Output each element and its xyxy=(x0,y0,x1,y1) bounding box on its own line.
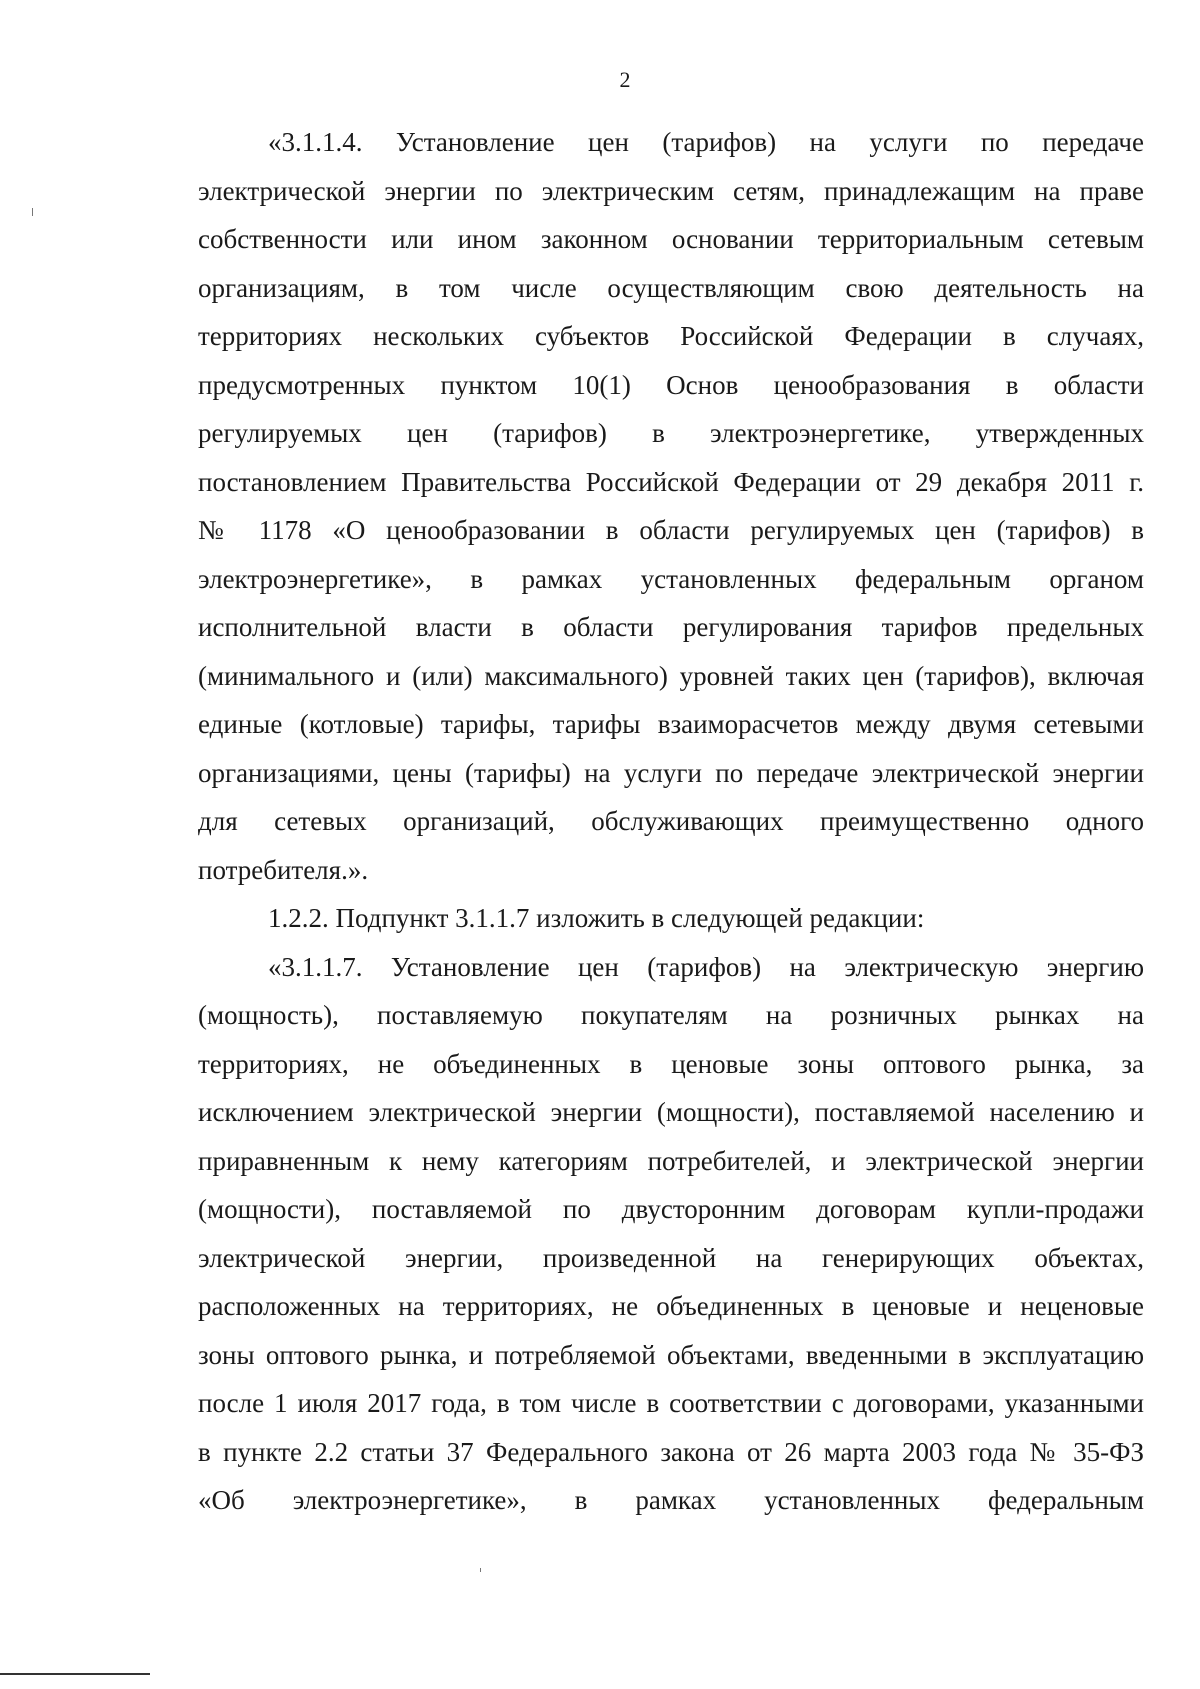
text-line: территориях, не объединенных в ценовые зоны оптового рынка, за xyxy=(198,1048,1144,1079)
text-line: территориях нескольких субъектов Российской Федерации в случаях, xyxy=(198,321,1144,351)
text-line: регулируемых цен (тарифов) в электроэнергетике, утвержденных xyxy=(198,418,1144,448)
text-line: электроэнергетике», в рамках установленных федеральным органом xyxy=(198,563,1144,594)
text-line: 1.2.2. Подпункт 3.1.1.7 изложить в следующей редакции: xyxy=(268,903,925,933)
text-line: расположенных на территориях, не объединенных в ценовые и неценовые xyxy=(198,1291,1144,1321)
text-line: «3.1.1.4. Установление цен (тарифов) на услуги по передаче xyxy=(268,127,1144,157)
page-number: 2 xyxy=(619,67,631,92)
paragraph-3-1-1-7 xyxy=(198,943,1144,1525)
text-line: исключением электрической энергии (мощности), поставляемой населению и xyxy=(198,1097,1144,1127)
text-line: организациями, цены (тарифы) на услуги по передаче электрической энергии xyxy=(198,757,1144,788)
text-line: организациям, в том числе осуществляющим свою деятельность на xyxy=(198,272,1144,303)
text-line: исполнительной власти в области регулирования тарифов предельных xyxy=(198,612,1144,642)
paragraph-1-2-2 xyxy=(198,894,1144,943)
text-line: (минимального и (или) максимального) уровней таких цен (тарифов), включая xyxy=(198,660,1144,691)
text-line: после 1 июля 2017 года, в том числе в соответствии с договорами, указанными xyxy=(198,1388,1144,1418)
paragraph-3-1-1-4 xyxy=(198,118,1144,894)
text-line: для сетевых организаций, обслуживающих преимущественно одного xyxy=(198,806,1144,836)
text-line: зоны оптового рынка, и потребляемой объектами, введенными в эксплуатацию xyxy=(198,1339,1144,1370)
text-line: № 1178 «О ценообразовании в области регулируемых цен (тарифов) в xyxy=(198,515,1144,545)
text-line: потребителя.». xyxy=(198,854,369,885)
text-line: в пункте 2.2 статьи 37 Федерального закона от 26 марта 2003 года № 35-ФЗ xyxy=(198,1436,1144,1467)
document-body xyxy=(198,118,1144,1525)
text-line: (мощность), поставляемую покупателям на розничных рынках на xyxy=(198,1000,1144,1030)
scan-artifact xyxy=(480,1568,481,1572)
text-line: собственности или ином законном основании территориальным сетевым xyxy=(198,224,1144,254)
text-line: (мощности), поставляемой по двусторонним договорам купли-продажи xyxy=(198,1194,1144,1224)
text-line: электрической энергии, произведенной на генерирующих объектах, xyxy=(198,1242,1144,1273)
scan-artifact xyxy=(32,208,33,216)
text-line: «Об электроэнергетике», в рамках установленных федеральным xyxy=(198,1485,1144,1515)
text-line: электрической энергии по электрическим сетям, принадлежащим на праве xyxy=(198,175,1144,206)
text-line: единые (котловые) тарифы, тарифы взаиморасчетов между двумя сетевыми xyxy=(198,709,1144,739)
text-line: «3.1.1.7. Установление цен (тарифов) на электрическую энергию xyxy=(268,951,1144,982)
text-line: постановлением Правительства Российской Федерации от 29 декабря 2011 г. xyxy=(198,466,1144,497)
scan-edge-line xyxy=(0,1673,150,1675)
text-line: предусмотренных пунктом 10(1) Основ ценообразования в области xyxy=(198,369,1144,400)
text-line: приравненным к нему категориям потребителей, и электрической энергии xyxy=(198,1145,1144,1176)
